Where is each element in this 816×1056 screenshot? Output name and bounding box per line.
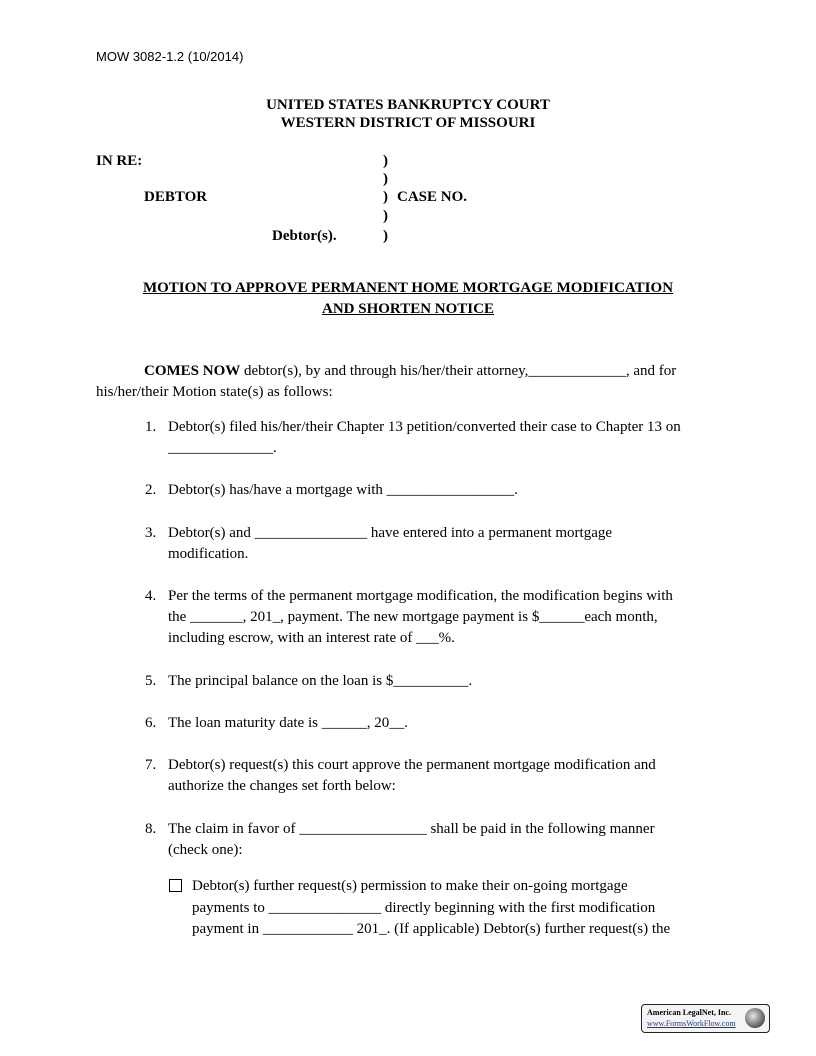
item-line: Debtor(s) filed his/her/their Chapter 13 petition/converted their case to Chapter 13 on — [168, 419, 681, 435]
option-line: payment in ____________ 201_. (If applicable) Debtor(s) further request(s) the — [192, 921, 671, 937]
globe-icon — [745, 1008, 765, 1028]
court-district: WESTERN DISTRICT OF MISSOURI — [280, 115, 536, 131]
option-line: payments to _______________ directly beginning with the first modification — [192, 899, 656, 916]
option-line: Debtor(s) further request(s) permission to make their on-going mortgage — [192, 878, 628, 894]
item-line: The principal balance on the loan is $__________. — [168, 673, 473, 689]
in-re-label: IN RE: — [96, 153, 143, 169]
intro-lead: COMES NOW — [144, 363, 241, 379]
item-number: 7. — [145, 757, 157, 773]
publisher-logo[interactable] — [641, 1004, 770, 1033]
publisher-name: American LegalNet, Inc. — [647, 1008, 731, 1017]
form-id: MOW 3082-1.2 (10/2014) — [96, 49, 244, 64]
debtors-label: Debtor(s). — [272, 228, 337, 244]
item-line: The claim in favor of _________________ shall be paid in the following manner — [168, 821, 655, 837]
item-line: modification. — [168, 546, 249, 562]
item-line: the _______, 201_, payment. The new mortgage payment is $______each month, — [168, 609, 658, 625]
caption-paren: ) — [383, 189, 388, 205]
item-number: 4. — [145, 588, 157, 604]
item-number: 8. — [145, 821, 157, 837]
publisher-website-link[interactable]: www.FormsWorkFlow.com — [647, 1019, 736, 1028]
debtor-label: DEBTOR — [144, 189, 208, 205]
item-number: 1. — [145, 419, 157, 435]
option-checkbox[interactable] — [169, 879, 182, 892]
caption-paren: ) — [383, 171, 388, 187]
item-line: (check one): — [168, 842, 243, 858]
item-line: Per the terms of the permanent mortgage modification, the modification begins with — [168, 588, 673, 604]
caption-paren: ) — [383, 153, 388, 169]
intro-line1: debtor(s), by and through his/her/their attorney,_____________, and for — [240, 363, 677, 379]
item-line: ______________. — [168, 440, 277, 456]
case-no-label: CASE NO. — [397, 189, 468, 205]
motion-title-line2: AND SHORTEN NOTICE — [321, 301, 494, 317]
caption-paren: ) — [383, 208, 388, 224]
item-line: Debtor(s) and _______________ have entered into a permanent mortgage — [168, 525, 613, 541]
item-number: 5. — [145, 673, 157, 689]
court-name: UNITED STATES BANKRUPTCY COURT — [266, 97, 550, 113]
motion-title: MOTION TO APPROVE PERMANENT HOME MORTGAGE MODIFICATION — [142, 280, 674, 296]
item-number: 3. — [145, 525, 157, 541]
item-number: 2. — [145, 482, 157, 498]
item-line: The loan maturity date is ______, 20__. — [168, 715, 408, 731]
item-line: authorize the changes set forth below: — [168, 778, 396, 794]
item-line: Debtor(s) request(s) this court approve the permanent mortgage modification and — [168, 757, 656, 773]
item-number: 6. — [145, 715, 157, 731]
item-line: Debtor(s) has/have a mortgage with _________________. — [168, 482, 518, 498]
intro-paragraph — [96, 361, 720, 403]
caption-paren: ) — [383, 228, 388, 244]
item-line: including escrow, with an interest rate of ___%. — [168, 630, 455, 646]
intro-line2: his/her/their Motion state(s) as follows: — [96, 384, 333, 400]
